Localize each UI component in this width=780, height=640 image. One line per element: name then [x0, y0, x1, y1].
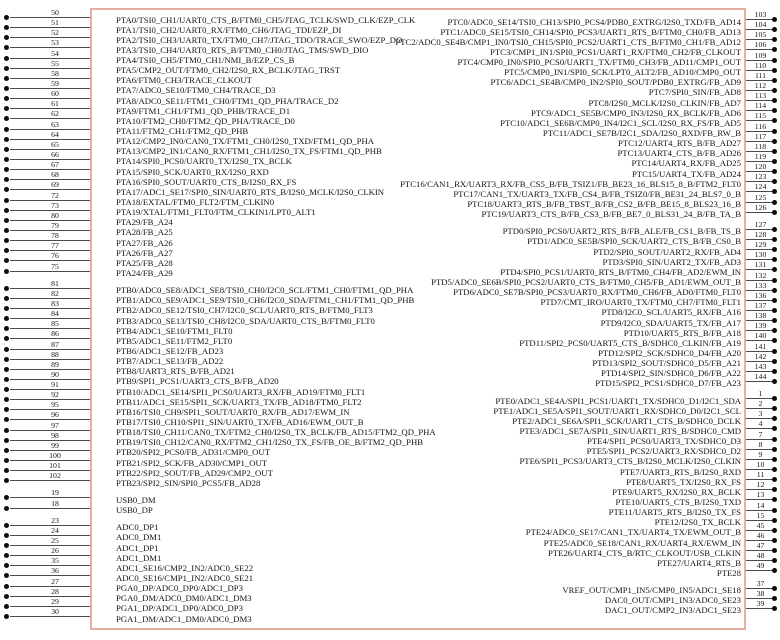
pin-functions-label: PTC1/ADC0_SE15/TSI0_CH14/SPI0_PCS3/UART1_RTS_B/FTM0_CH0/FB_AD13 [440, 26, 741, 37]
pin-functions-label: ADC1_DP1 [116, 542, 159, 553]
pin-lead-line [746, 10, 775, 20]
pin-number: 45 [756, 520, 765, 530]
pin-number: 48 [756, 551, 765, 561]
pin-functions-label: PTD9/I2C0_SDA/UART5_TX/FB_A17 [600, 317, 741, 328]
pin-functions-label: PTE8/UART5_TX/I2S0_RX_FS [626, 476, 741, 487]
pin-number: 23 [51, 515, 59, 525]
pin-number: 76 [51, 251, 59, 261]
pin-functions-label: PTE24/ADC0_SE17/CAN1_TX/UART4_TX/EWM_OUT_B [525, 527, 741, 538]
pin-number: 99 [51, 440, 59, 450]
pin-lead-line [746, 589, 775, 599]
pin-number: 55 [51, 58, 59, 68]
pin-number: 54 [51, 48, 59, 58]
pin-number: 47 [756, 541, 765, 551]
pin-number: 88 [51, 349, 59, 359]
pin-lead-line [746, 430, 775, 440]
pin-number: 29 [51, 596, 59, 606]
pin-functions-label: PTA10/FTM2_CH0/FTM2_QD_PHA/TRACE_D0 [116, 115, 295, 126]
pin-number: 28 [51, 586, 59, 596]
pin-functions-label: PTE4/SPI1_PCS0/UART3_TX/SDHC0_D3 [587, 436, 741, 447]
pin-lead-line [746, 511, 775, 521]
pin-number: 111 [754, 70, 767, 80]
pin-lead-line [746, 352, 775, 362]
pin-functions-label: PTE27/UART4_RTS_B [657, 557, 741, 568]
pin-lead-line [746, 81, 775, 91]
pin-functions-label: PTC8/I2S0_MCLK/I2S0_CLKIN/FB_AD7 [588, 97, 741, 108]
pin-lead-line [746, 372, 775, 382]
pin-functions-label: PTB16/TSI0_CH9/SPI1_SOUT/UART0_RX/FB_AD17/EWM_IN [116, 406, 350, 417]
pin-number: 53 [51, 38, 59, 48]
pin-number: 139 [754, 321, 767, 331]
pin-lead-line [746, 579, 775, 589]
pin-functions-label: PTE12/I2S0_TX_BCLK [654, 517, 741, 528]
pin-number: 112 [754, 80, 767, 90]
pin-functions-label: PTB2/ADC0_SE12/TSI0_CH7/I2C0_SCL/UART0_RTS_B/FTM0_FLT3 [116, 305, 373, 316]
pin-functions-label: PTC18/UART3_RTS_B/FB_TBST_B/FB_CS2_B/FB_BE15_8_BLS23_16_B [467, 199, 741, 210]
pin-lead-line [746, 281, 775, 291]
pin-functions-label: ADC0_SE16/CMP1_IN2/ADC0_SE21 [116, 572, 254, 583]
pin-lead-line [746, 419, 775, 429]
pin-lead-line [746, 61, 775, 71]
pin-lead-line [746, 561, 775, 571]
pin-functions-label: DAC1_OUT/CMP2_IN3/ADC1_SE23 [604, 605, 741, 616]
pin-number: 3 [758, 409, 763, 419]
pin-functions-label: PTC16/CAN1_RX/UART3_RX/FB_CS5_B/FB_TSIZ1/FB_BE23_16_BLS15_8_B/FTM2_FLT0 [400, 178, 741, 189]
pin-functions-label: PTA8/ADC0_SE11/FTM1_CH0/FTM1_QD_PHA/TRACE_D2 [116, 95, 339, 106]
pin-functions-label: PTB20/SPI2_PCS0/FB_AD31/CMP0_OUT [116, 447, 271, 458]
pin-functions-label: PTE2/ADC1_SE6A/SPI1_SCK/UART1_CTS_B/SDHC0_DCLK [512, 415, 741, 426]
pin-lead-line [746, 521, 775, 531]
pin-dot-icon [772, 210, 777, 215]
pin-number: 8 [758, 439, 763, 449]
pin-functions-label: PTC12/UART4_RTS_B/FB_AD27 [617, 138, 741, 149]
pin-functions-label: PGA0_DM/ADC0_DM0/ADC1_DM3 [116, 593, 252, 604]
pin-functions-label: PTC9/ADC1_SE5B/CMP0_IN3/I2S0_RX_BCLK/FB_AD6 [531, 107, 741, 118]
pin-number: 133 [754, 280, 767, 290]
pin-functions-label: PTB21/SPI2_SCK/FB_AD30/CMP1_OUT [116, 457, 268, 468]
pin-lead-line [746, 541, 775, 551]
pin-lead-line [746, 250, 775, 260]
pin-number: 80 [51, 210, 59, 220]
pin-number: 69 [51, 180, 59, 190]
pin-number: 136 [754, 290, 767, 300]
pin-functions-label: PTB19/TSI0_CH12/CAN0_RX/FTM2_CH1/I2S0_TX_FS/FB_OE_B/FTM2_QD_PHB [116, 437, 424, 448]
pin-lead-line [746, 501, 775, 511]
pin-functions-label: PTA25/FB_A28 [116, 257, 173, 268]
pin-number: 50 [51, 8, 59, 17]
pin-functions-label: PTE7/UART3_RTS_B/I2S0_RXD [619, 466, 741, 477]
pin-number: 51 [51, 18, 59, 28]
pin-number: 125 [754, 192, 767, 202]
pin-functions-label: PTC13/UART4_CTS_B/FB_AD26 [617, 148, 741, 159]
pin-number: 129 [754, 240, 767, 250]
pin-lead-line [746, 203, 775, 213]
pin-number: 1 [758, 389, 763, 399]
pin-functions-label: PTB1/ADC0_SE9/ADC1_SE9/TSI0_CH6/I2C0_SDA/FTM1_CH1/FTM1_QD_PHB [116, 295, 415, 306]
pin-functions-label: ADC0_DM1 [116, 532, 162, 543]
pin-number: 118 [754, 141, 767, 151]
pin-lead-line [746, 182, 775, 192]
pin-number: 58 [51, 68, 59, 78]
pin-functions-label: PTE5/SPI1_PCS2/UART3_RX/SDHC0_D2 [586, 446, 741, 457]
pin-number: 95 [51, 400, 59, 410]
pin-number: 61 [51, 99, 59, 109]
pin-number: 143 [754, 361, 767, 371]
pin-number: 124 [754, 182, 767, 192]
pin-functions-label: PTB9/SPI1_PCS1/UART3_CTS_B/FB_AD20 [116, 376, 279, 387]
pin-number: 115 [754, 111, 767, 121]
pin-functions-label: PTA12/CMP2_IN0/CAN0_TX/FTM1_CH0/I2S0_TXD/FTM1_QD_PHA [116, 136, 375, 147]
pin-lead-line [746, 450, 775, 460]
pin-number: 68 [51, 170, 59, 180]
pin-number: 123 [754, 172, 767, 182]
pin-number: 103 [754, 10, 767, 19]
pin-lead-line [746, 440, 775, 450]
pin-functions-label: PTB18/TSI0_CH11/CAN0_TX/FTM2_CH0/I2S0_TX_BCLK/FB_AD15/FTM2_QD_PHA [116, 427, 436, 438]
pin-number: 2 [758, 399, 763, 409]
pin-number: 12 [756, 480, 765, 490]
pin-functions-label: PTC5/CMP0_IN1/SPI0_SCK/LPT0_ALT2/FB_AD10/CMP0_OUT [504, 67, 741, 78]
pin-number: 120 [754, 162, 767, 172]
pin-functions-label: PTA17/ADC1_SE17/SPI0_SIN/UART0_RTS_B/I2S0_MCLK/I2S0_CLKIN [116, 186, 385, 197]
pin-number: 144 [754, 371, 767, 381]
pin-lead-line [746, 40, 775, 50]
pin-functions-label: PTA18/EXTAL/FTM0_FLT2/FTM_CLKIN0 [116, 197, 275, 208]
pin-lead-line [746, 321, 775, 331]
pin-number: 37 [756, 578, 765, 588]
pin-lead-line [746, 301, 775, 311]
pin-lead-line [746, 551, 775, 561]
pin-lead-line [746, 142, 775, 152]
pin-lead-line [746, 132, 775, 142]
pin-number: 14 [756, 500, 765, 510]
pin-number: 10 [756, 460, 765, 470]
pin-lead-line [746, 460, 775, 470]
pin-functions-label: PTA26/FB_A27 [116, 247, 173, 258]
pin-functions-label: PTD12/SPI2_SCK/SDHC0_D4/FB_A20 [598, 348, 741, 358]
pin-number: 15 [756, 510, 765, 520]
pin-number: 87 [51, 339, 59, 349]
pin-functions-label: PTC17/CAN1_TX/UART3_TX/FB_CS4_B/FB_TSIZ0/FB_BE31_24_BLS7_0_B [453, 188, 741, 199]
pin-number: 78 [51, 231, 59, 241]
pin-number: 77 [51, 241, 59, 251]
pin-lead-line [746, 490, 775, 500]
pin-dot-icon [772, 568, 777, 573]
pin-lead-line [746, 362, 775, 372]
pin-functions-label: PTA2/TSI0_CH3/UART0_TX/FTM0_CH7/JTAG_TDO/TRACE_SWO/EZP_DO [116, 34, 403, 45]
pin-number: 65 [51, 139, 59, 149]
pin-lead-line [746, 101, 775, 111]
pin-number: 85 [51, 319, 59, 329]
pin-functions-label: PTD4/SPI0_PCS1/UART0_RTS_B/FTM0_CH4/FB_AD2/EWM_IN [500, 266, 741, 277]
pin-functions-label: PTE9/UART5_RX/I2S0_RX_BCLK [612, 486, 741, 497]
pin-number: 92 [51, 390, 59, 400]
pin-functions-label: PTD10/UART5_RTS_B/FB_A18 [623, 327, 741, 338]
pin-lead-line [746, 240, 775, 250]
pin-number: 67 [51, 160, 59, 170]
pin-functions-label: PTA29/FB_A24 [116, 217, 173, 228]
pin-functions-label: PTB17/TSI0_CH10/SPI1_SIN/UART0_TX/FB_AD16/EWM_OUT_B [116, 416, 364, 427]
pin-number: 110 [754, 60, 767, 70]
pin-functions-label: PTC19/UART3_CTS_B/FB_CS3_B/FB_BE7_0_BLS31_24_B/FB_TA_B [481, 209, 741, 220]
pin-number: 75 [51, 261, 59, 271]
pin-lead-line [746, 342, 775, 352]
pin-number: 104 [754, 20, 767, 30]
pin-number: 98 [51, 430, 59, 440]
pin-functions-label: PTD13/SPI2_SOUT/SDHC0_D5/FB_A21 [592, 358, 741, 369]
pin-number: 24 [51, 525, 59, 535]
pin-functions-label: PTA24/FB_A29 [116, 268, 173, 279]
pin-number: 89 [51, 359, 59, 369]
pin-number: 46 [756, 531, 765, 541]
pin-functions-label: PTD11/SPI2_PCS0/UART5_CTS_B/SDHC0_CLKIN/FB_A19 [519, 337, 741, 348]
pin-functions-label: PTA1/TSI0_CH2/UART0_RX/FTM0_CH6/JTAG_TDI/EZP_DI [116, 24, 342, 35]
pin-functions-label: PTC11/ADC1_SE7B/I2C1_SDA/I2S0_RXD/FB_RW_B [542, 128, 741, 139]
pin-functions-label: PTE10/UART5_CTS_B/I2S0_TXD [615, 496, 741, 507]
pin-number: 63 [51, 119, 59, 129]
pin-number: 38 [756, 588, 765, 598]
pin-functions-label: PTC4/CMP0_IN0/SPI0_PCS0/UART1_TX/FTM0_CH3/FB_AD11/CMP1_OUT [457, 57, 741, 68]
pin-lead-line [746, 470, 775, 480]
pin-number: 11 [756, 470, 765, 480]
pin-number: 64 [51, 129, 59, 139]
pin-number: 131 [754, 260, 767, 270]
pin-number: 142 [754, 351, 767, 361]
pin-functions-label: PTA4/TSI0_CH5/FTM0_CH1/NMI_B/EZP_CS_B [116, 55, 295, 66]
pin-number: 126 [754, 202, 767, 212]
pin-number: 102 [49, 471, 61, 481]
pin-lead-line [746, 230, 775, 240]
pin-number: 109 [754, 50, 767, 60]
pin-functions-label: PTC0/ADC0_SE14/TSI0_CH13/SPI0_PCS4/PDB0_EXTRG/I2S0_TXD/FB_AD14 [447, 16, 741, 27]
pin-dot-icon [4, 614, 9, 619]
pin-number: 140 [754, 331, 767, 341]
pin-number: 137 [754, 300, 767, 310]
pin-functions-label: PTE26/UART4_CTS_B/RTC_CLKOUT/USB_CLKIN [548, 547, 741, 558]
pin-functions-label: PTD5/ADC0_SE6B/SPI0_PCS2/UART0_CTS_B/FTM0_CH5/FB_AD1/EWM_OUT_B [431, 277, 741, 288]
pin-number: 52 [51, 28, 59, 38]
pin-functions-label: PTA16/SPI0_SOUT/UART0_CTS_B/I2S0_RX_FS [116, 176, 297, 187]
pin-number: 83 [51, 298, 59, 308]
pin-lead-line [746, 331, 775, 341]
pin-functions-label: USB0_DM [116, 494, 156, 505]
pin-functions-label: VREF_OUT/CMP1_IN5/CMP0_IN5/ADC1_SE18 [562, 585, 741, 596]
pin-functions-label: PTB6/ADC1_SE12/FB_AD23 [116, 346, 224, 356]
pin-functions-label: PTC14/UART4_RX/FB_AD25 [631, 158, 741, 169]
pin-functions-label: PTA14/SPI0_PCS0/UART0_TX/I2S0_TX_BCLK [116, 156, 292, 167]
pin-functions-label: PTD0/SPI0_PCS0/UART2_RTS_B/FB_ALE/FB_CS1_B/FB_TS_B [502, 226, 741, 237]
pin-number: 19 [51, 488, 59, 498]
pin-number: 49 [756, 561, 765, 571]
pin-functions-label: PTB8/UART3_RTS_B/FB_AD21 [116, 366, 235, 377]
pin-dot-icon [772, 606, 777, 611]
pin-functions-label: PTE25/ADC0_SE18/CAN1_RX/UART4_RX/EWM_IN [543, 537, 741, 548]
pin-functions-label: PTA27/FB_A26 [116, 237, 173, 248]
pin-number: 62 [51, 109, 59, 119]
pin-functions-label: PTD6/ADC0_SE7B/SPI0_PCS3/UART0_RX/FTM0_CH6/FB_AD0/FTM0_FLT0 [453, 287, 741, 298]
pin-number: 96 [51, 410, 59, 420]
pin-functions-label: PGA1_DM/ADC1_DM0/ADC0_DM3 [116, 613, 252, 624]
pin-number: 7 [758, 429, 763, 439]
pin-functions-label: PTA28/FB_A25 [116, 227, 173, 238]
pin-functions-label: PTC7/SPI0_SIN/FB_AD8 [648, 87, 741, 98]
pin-functions-label: PTA6/FTM0_CH3/TRACE_CLKOUT [116, 75, 252, 86]
pin-number: 18 [51, 498, 59, 508]
pin-functions-label: PTD3/SPI0_SIN/UART2_TX/FB_AD3 [602, 256, 741, 267]
pin-lead-line [746, 111, 775, 121]
pin-number: 39 [756, 598, 765, 608]
pin-functions-label: PTD1/ADC0_SE5B/SPI0_SCK/UART2_CTS_B/FB_CS0_B [527, 236, 741, 247]
pin-lead-line [746, 172, 775, 182]
pin-functions-label: PTC6/ADC1_SE4B/CMP0_IN2/SPI0_SOUT/PDB0_EXTRG/FB_AD9 [490, 77, 741, 88]
pin-functions-label: PTA9/FTM1_CH1/FTM1_QD_PHB/TRACE_D1 [116, 105, 291, 116]
pin-functions-label: PTD14/SPI2_SIN/SDHC0_D6/FB_A22 [601, 368, 741, 379]
pin-lead-line [746, 122, 775, 132]
pin-number: 130 [754, 250, 767, 260]
pin-functions-label: PTE3/ADC1_SE7A/SPI1_SIN/UART1_RTS_B/SDHC0_CMD [519, 425, 741, 436]
pin-functions-label: PTE0/ADC1_SE4A/SPI1_PCS1/UART1_TX/SDHC0_D1/I2C1_SDA [495, 395, 741, 406]
pin-functions-label: PTB23/SPI2_SIN/SPI0_PCS5/FB_AD28 [116, 477, 261, 488]
pin-functions-label: PTB4/ADC1_SE10/FTM1_FLT0 [116, 325, 233, 336]
pin-number: 25 [51, 536, 59, 546]
pin-functions-label: PTA3/TSI0_CH4/UART0_RTS_B/FTM0_CH0/JTAG_TMS/SWD_DIO [116, 44, 369, 55]
pin-number: 27 [51, 576, 59, 586]
pin-functions-label: PTB11/ADC1_SE15/SPI1_SCK/UART3_TX/FB_AD18/FTM0_FLT2 [116, 396, 362, 407]
pin-functions-label: PTC10/ADC1_SE6B/CMP0_IN4/I2C1_SCL/I2S0_RX_FS/FB_AD5 [500, 117, 741, 128]
pin-functions-label: PTD7/CMT_IRO/UART0_TX/FTM0_CH7/FTM0_FLT1 [540, 297, 741, 308]
pin-number: 100 [49, 451, 61, 461]
pin-functions-label: PTC3/CMP1_IN1/SPI0_PCS1/UART1_RX/FTM0_CH2/FB_CLKOUT [490, 46, 741, 57]
pin-number: 127 [754, 219, 767, 229]
pin-number: 113 [754, 91, 767, 101]
pin-functions-label: PTB5/ADC1_SE11/FTM2_FLT0 [116, 335, 233, 346]
pin-number: 119 [754, 151, 767, 161]
pin-functions-label: PTC15/UART4_TX/FB_AD24 [631, 168, 741, 179]
pin-number: 105 [754, 30, 767, 40]
pin-number: 91 [51, 380, 59, 390]
pin-number: 79 [51, 220, 59, 230]
pin-lead-line [746, 193, 775, 203]
pin-number: 90 [51, 369, 59, 379]
pin-lead-line [746, 152, 775, 162]
pin-number: 26 [51, 546, 59, 556]
pin-number: 97 [51, 420, 59, 430]
pin-functions-label: PTA13/CMP2_IN1/CAN0_RX/FTM1_CH1/I2S0_TX_FS/FTM1_QD_PHB [116, 146, 382, 157]
pin-lead-line [746, 399, 775, 409]
pin-lead-line [746, 389, 775, 399]
pin-dot-icon [772, 379, 777, 384]
pin-functions-label: PTD8/I2C0_SCL/UART5_RX/FB_A16 [601, 307, 741, 318]
pin-functions-label: PTA19/XTAL/FTM1_FLT0/FTM_CLKIN1/LPT0_ALT1 [116, 207, 316, 218]
pin-number: 36 [51, 566, 59, 576]
pin-number: 132 [754, 270, 767, 280]
pin-functions-label: PGA0_DP/ADC0_DP0/ADC1_DP3 [116, 583, 243, 594]
pin-number: 114 [754, 101, 767, 111]
pin-number: 60 [51, 89, 59, 99]
pin-lead-line [746, 220, 775, 230]
pin-number: 9 [758, 449, 763, 459]
pin-number: 116 [754, 121, 767, 131]
pin-lead-line [746, 599, 775, 609]
pin-number: 13 [756, 490, 765, 500]
pin-number: 81 [51, 278, 59, 288]
pin-functions-label: PTA11/FTM2_CH1/FTM2_QD_PHB [116, 126, 249, 137]
pin-functions-label: PTA15/SPI0_SCK/UART0_RX/I2S0_RXD [116, 166, 269, 177]
pin-lead-line [746, 271, 775, 281]
pin-number: 84 [51, 309, 59, 319]
pin-functions-label: PGA1_DP/ADC1_DP0/ADC0_DP3 [116, 603, 243, 614]
pin-number: 106 [754, 40, 767, 50]
pin-lead-line [746, 91, 775, 101]
pin-functions-label: ADC1_SE16/CMP2_IN2/ADC0_SE22 [116, 562, 254, 573]
pin-functions-label: PTE11/UART5_RTS_B/I2S0_TX_FS [608, 507, 741, 518]
pin-functions-label: PTD2/SPI0_SOUT/UART2_RX/FB_AD4 [593, 246, 741, 257]
pin-lead-line [746, 531, 775, 541]
pin-number: 82 [51, 288, 59, 298]
pin-functions-label: PTE1/ADC1_SE5A/SPI1_SOUT/UART1_RX/SDHC0_D0/I2C1_SCL [493, 405, 741, 416]
pin-number: 4 [758, 419, 763, 429]
pin-functions-label: PTC2/ADC0_SE4B/CMP1_IN0/TSI0_CH15/SPI0_PCS2/UART1_CTS_B/FTM0_CH1/FB_AD12 [395, 36, 741, 47]
pin-functions-label: PTA0/TSI0_CH1/UART0_CTS_B/FTM0_CH5/JTAG_TCLK/SWD_CLK/EZP_CLK [116, 14, 416, 25]
pin-number: 35 [51, 556, 59, 566]
pin-lead-line [746, 311, 775, 321]
pin-functions-label: ADC1_DM1 [116, 552, 162, 563]
pin-number: 30 [51, 607, 59, 617]
pin-number: 101 [49, 461, 61, 471]
pin-lead-line [746, 260, 775, 270]
pin-lead-line [746, 20, 775, 30]
pin-number: 141 [754, 341, 767, 351]
pin-functions-label: PTE6/SPI1_PCS3/UART3_CTS_B/I2S0_MCLK/I2S0_CLKIN [519, 456, 741, 467]
pin-lead-line [746, 409, 775, 419]
pin-functions-label: PTB3/ADC0_SE13/TSI0_CH8/I2C0_SDA/UART0_CTS_B/FTM0_FLT0 [116, 315, 375, 326]
pin-lead-line [746, 71, 775, 81]
pin-number: 59 [51, 78, 59, 88]
pin-functions-label: DAC0_OUT/CMP1_IN3/ADC0_SE23 [604, 595, 741, 606]
pin-number: 128 [754, 229, 767, 239]
pin-functions-label: PTB7/ADC1_SE13/FB_AD22 [116, 356, 224, 367]
pin-lead-line [746, 480, 775, 490]
pin-functions-label: USB0_DP [116, 505, 153, 516]
pin-lead-line [746, 51, 775, 61]
pin-functions-label: PTA5/CMP2_OUT/FTM0_CH2/I2S0_RX_BCLK/JTAG_TRST [116, 65, 341, 76]
pin-lead-line [746, 162, 775, 172]
pin-functions-label: PTB0/ADC0_SE8/ADC1_SE8/TSI0_CH0/I2C0_SCL/FTM1_CH0/FTM1_QD_PHA [116, 285, 414, 296]
pin-functions-label: PTD15/SPI2_PCS1/SDHC0_D7/FB_A23 [595, 378, 741, 389]
pin-number: 72 [51, 190, 59, 200]
pin-number: 66 [51, 149, 59, 159]
pin-functions-label: PTE28 [716, 567, 741, 578]
pin-number: 138 [754, 311, 767, 321]
pin-functions-label: PTB22/SPI2_SOUT/FB_AD29/CMP2_OUT [116, 467, 273, 478]
pin-number: 86 [51, 329, 59, 339]
pin-number: 73 [51, 200, 59, 210]
pin-functions-label: PTB10/ADC1_SE14/SPI1_PCS0/UART3_RX/FB_AD19/FTM0_FLT1 [116, 386, 366, 397]
pin-number: 117 [754, 131, 767, 141]
pin-lead-line [746, 291, 775, 301]
pin-functions-label: PTA7/ADC0_SE10/FTM0_CH4/TRACE_D3 [116, 85, 276, 96]
pin-lead-line [746, 30, 775, 40]
pin-functions-label: ADC0_DP1 [116, 522, 159, 533]
